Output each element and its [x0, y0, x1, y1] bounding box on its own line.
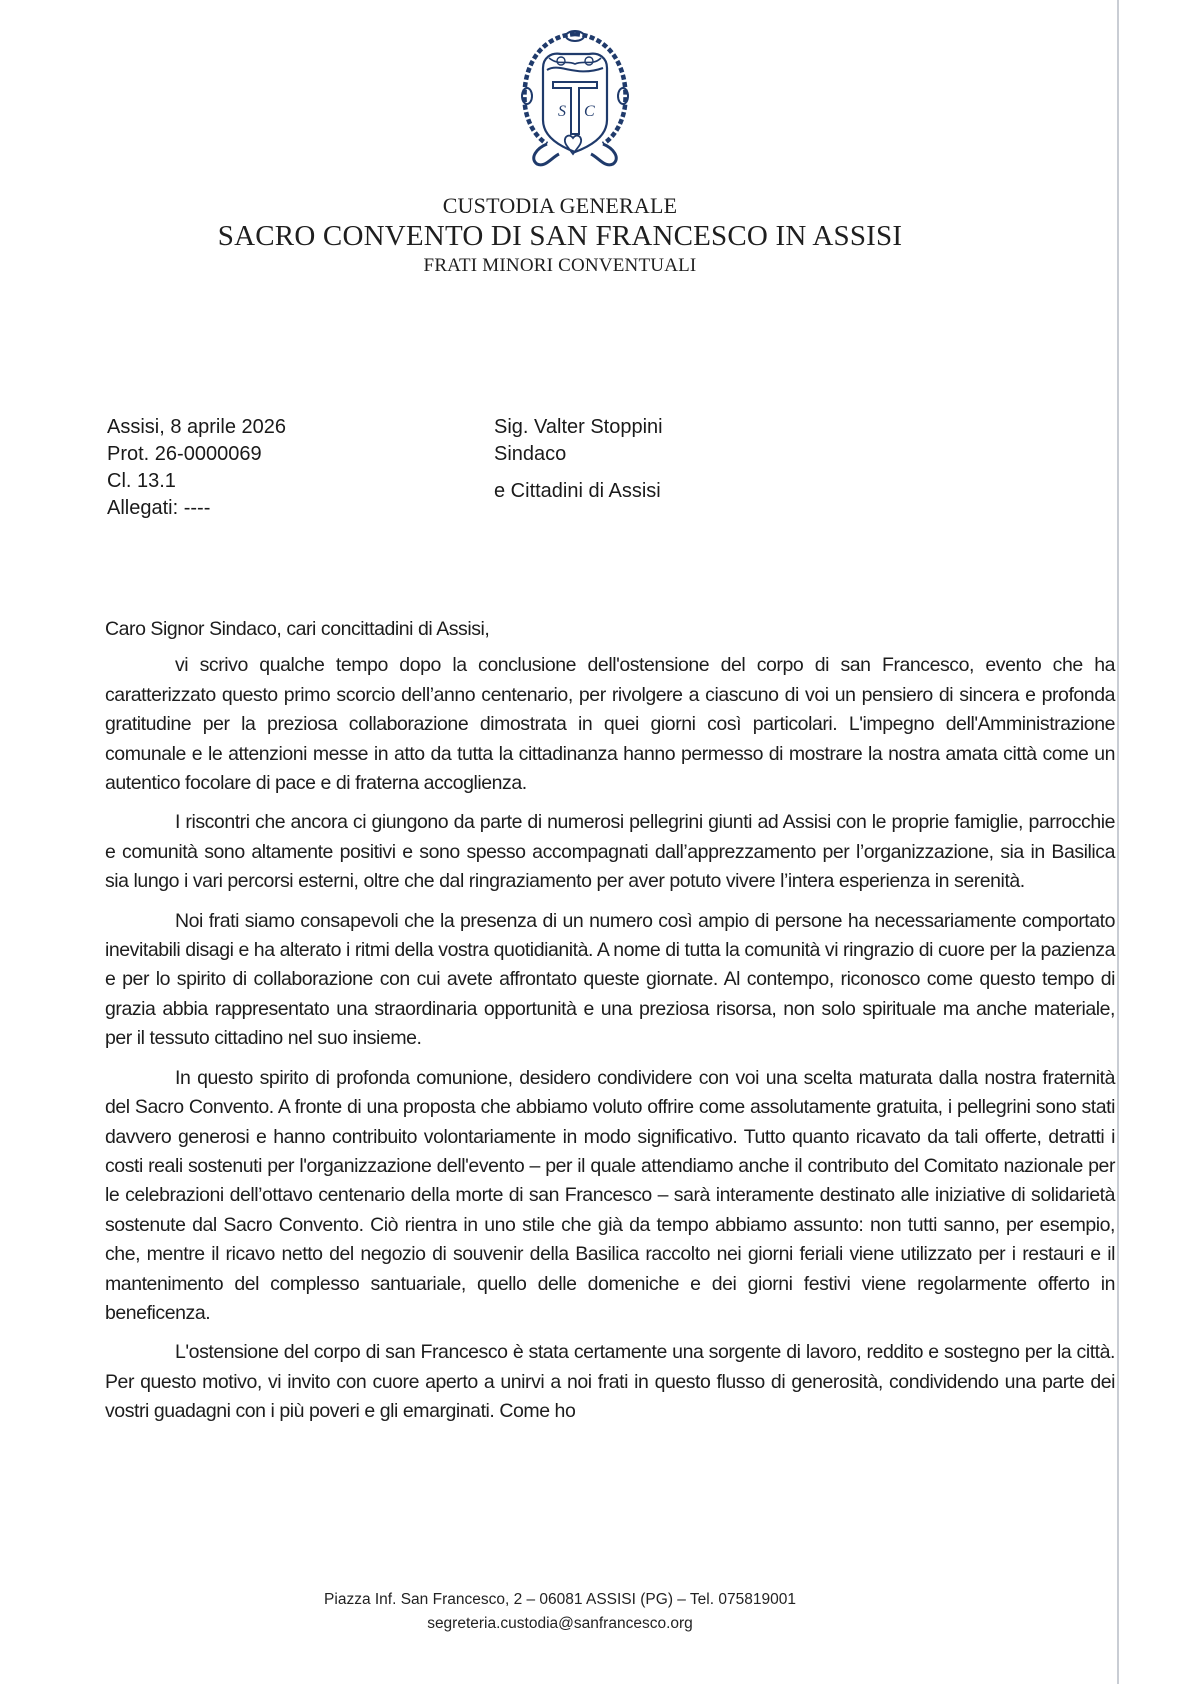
- recipient-name: Sig. Valter Stoppini: [494, 416, 663, 438]
- letterhead-line-convento: SACRO CONVENTO DI SAN FRANCESCO IN ASSISI: [217, 220, 903, 252]
- sacro-convento-emblem-icon: [515, 28, 635, 178]
- protocol-number: Prot. 26-0000069: [107, 443, 262, 465]
- svg-text:S: S: [558, 103, 566, 120]
- letterhead-line-order: FRATI MINORI CONVENTUALI: [423, 255, 697, 276]
- body-paragraph: L'ostensione del corpo di san Francesco è stata certamente una sorgente di lavoro, reddito e sostegno per la città. Per questo motivo, vi invito con cuore aperto a unirvi a noi frati in questo flusso di generosità, condividendo una parte dei vostri guadagni con i più poveri e gli emarginati. Come ho: [105, 1341, 1115, 1423]
- letterhead-line-custodia: CUSTODIA GENERALE: [442, 193, 678, 218]
- recipient-block: [494, 414, 663, 505]
- body-paragraph: I riscontri che ancora ci giungono da parte di numerosi pellegrini giunti ad Assisi con le proprie famiglie, parrocchie e comunità sono altamente positivi e sono spesso accompagnati dall’apprezzamento per l’organizzazione, sia in Basilica sia lungo i vari percorsi esterni, oltre che dal ringraziamento per aver potuto vivere l’intera esperienza in serenità.: [105, 811, 1115, 893]
- body-paragraph: vi scrivo qualche tempo dopo la conclusione dell'ostensione del corpo di san Francesco, evento che ha caratterizzato questo primo scorcio dell’anno centenario, per rivolgere a ciascuno di voi un pensiero di sincera e profonda gratitudine per la preziosa collaborazione dimostrata in quei giorni così particolari. L'impegno dell'Amministrazione comunale e le attenzioni messe in atto da tutta la cittadinanza hanno permesso di mostrare la nostra amata città come un autentico focolare di pace e di fraterna accoglienza.: [105, 654, 1115, 795]
- footer-email: segreteria.custodia@sanfrancesco.org: [427, 1615, 693, 1632]
- recipient-role: Sindaco: [494, 443, 567, 465]
- place-date: Assisi, 8 aprile 2026: [107, 416, 286, 438]
- svg-text:C: C: [584, 103, 595, 120]
- body-paragraph: Noi frati siamo consapevoli che la presenza di un numero così ampio di persone ha necessariamente comportato inevitabili disagi e ha alterato i ritmi della vostra quotidianità. A nome di tutta la comunità vi ringrazio di cuore per la pazienza e per lo spirito di collaborazione con cui avete affrontato queste giornate. Al contempo, riconosco come questo tempo di grazia abbia rappresentato una straordinaria opportunità e una preziosa risorsa, non solo spirituale ma anche materiale, per il tessuto cittadino nel suo insieme.: [105, 909, 1115, 1050]
- salutation: Caro Signor Sindaco, cari concittadini di Assisi,: [105, 618, 490, 640]
- recipient-extra: e Cittadini di Assisi: [494, 480, 661, 502]
- footer-address: Piazza Inf. San Francesco, 2 – 06081 ASSISI (PG) – Tel. 075819001: [324, 1591, 796, 1608]
- attachments: Allegati: ----: [107, 497, 211, 519]
- letter-metadata: [107, 414, 286, 522]
- letter-body: [105, 615, 1115, 1437]
- body-paragraph: In questo spirito di profonda comunione, desidero condividere con voi una scelta maturata dalla nostra fraternità del Sacro Convento. A fronte di una proposta che abbiamo voluto offrire come assolutamente gratuita, i pellegrini sono stati davvero generosi e hanno contribuito volontariamente in modo significativo. Tutto quanto ricavato da tali offerte, detratti i costi reali sostenuti per l'organizzazione dell'evento – per il quale attendiamo anche il contributo del Comitato nazionale per le celebrazioni dell’ottavo centenario della morte di san Francesco – sarà interamente destinato alle iniziative di solidarietà sostenute dal Sacro Convento. Ciò rientra in uno stile che già da tempo abbiamo assunto: non tutti sanno, per esempio, che, mentre il ricavo netto del negozio di souvenir della Basilica raccolto nei giorni feriali viene utilizzato per i restauri e il mantenimento del complesso santuariale, quello delle domeniche e dei giorni festivi viene regolarmente offerto in beneficenza.: [105, 1066, 1115, 1324]
- classification: Cl. 13.1: [107, 470, 176, 492]
